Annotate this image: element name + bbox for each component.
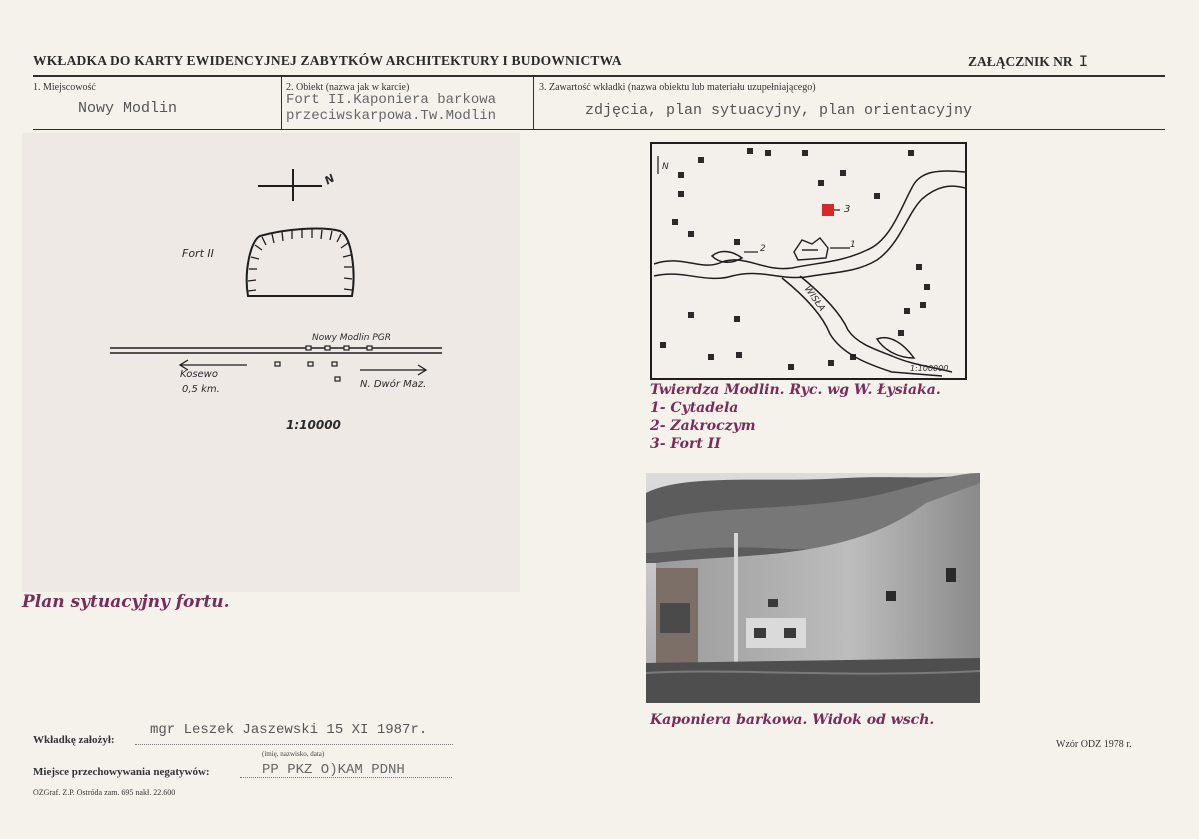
fort-ii-marker — [822, 204, 834, 216]
right-direction: N. Dwór Maz. — [360, 379, 427, 390]
field-2-value-line1: Fort II.Kaponiera barkowa — [286, 92, 497, 108]
header-rule-bottom — [33, 129, 1165, 130]
map-scale: 1:100000 — [910, 364, 949, 373]
fort-markers — [660, 148, 930, 370]
flagpole — [734, 533, 738, 663]
map-legend-3: 3- Fort II — [650, 436, 721, 452]
header-rule-top — [33, 75, 1165, 77]
map-label-2: 2 — [760, 244, 766, 254]
station-label: Nowy Modlin PGR — [312, 333, 391, 343]
map-caption-title: Twierdza Modlin. Ryc. wg W. Łysiaka. — [650, 382, 941, 398]
negatives-storage-label: Miejsce przechowywania negatywów: — [33, 766, 210, 778]
created-by-dotline — [135, 744, 453, 745]
left-distance: 0,5 km. — [182, 384, 220, 395]
map-legend-1: 1- Cytadela — [650, 400, 739, 416]
map-label-1: 1 — [850, 240, 856, 250]
map-north: N — [662, 162, 669, 172]
photo-render — [646, 473, 980, 703]
field-divider-1 — [281, 77, 282, 129]
field-3-label: 3. Zawartość wkładki (nazwa obiektu lub materiału uzupełniającego) — [539, 82, 816, 93]
buildings — [275, 346, 372, 381]
fort-hatching — [248, 229, 352, 291]
ground — [646, 658, 980, 703]
created-by-value: mgr Leszek Jaszewski 15 XI 1987r. — [150, 722, 428, 738]
field-1-label: 1. Miejscowość — [33, 82, 96, 93]
field-divider-2 — [533, 77, 534, 129]
site-plan-card — [22, 133, 520, 592]
model-info: Wzór ODZ 1978 r. — [1056, 739, 1132, 750]
field-2-value-line2: przeciwskarpowa.Tw.Modlin — [286, 108, 497, 124]
river-label: WISŁA — [801, 284, 827, 314]
created-by-hint: (imię, nazwisko, data) — [262, 750, 325, 758]
map-legend-2: 2- Zakroczym — [650, 418, 756, 434]
site-plan-scale: 1:10000 — [286, 418, 341, 432]
orientation-map-drawing — [652, 144, 965, 378]
fort-label: Fort II — [182, 247, 214, 260]
attachment-label-text: ZAŁĄCZNIK NR — [968, 54, 1073, 69]
attachment-number-label — [968, 53, 1088, 71]
field-3-value: zdjęcia, plan sytuacyjny, plan orientacyjny — [585, 102, 973, 119]
created-by-label: Wkładkę założył: — [33, 734, 115, 746]
form-title: WKŁADKA DO KARTY EWIDENCYJNEJ ZABYTKÓW ARCHITEKTURY I BUDOWNICTWA — [33, 53, 622, 68]
leader-lines — [658, 156, 850, 252]
attachment-number: I — [1078, 53, 1089, 71]
negatives-storage-value: PP PKZ O)KAM PDNH — [262, 762, 405, 778]
citadel-outline — [794, 238, 828, 260]
orientation-map — [650, 142, 967, 380]
map-label-3: 3 — [844, 204, 851, 215]
site-plan-north: N — [322, 171, 337, 188]
caponier-photo — [646, 473, 980, 703]
field-1-value: Nowy Modlin — [78, 100, 178, 117]
site-plan-drawing — [22, 133, 520, 592]
site-plan-caption: Plan sytuacyjny fortu. — [22, 592, 230, 612]
field-2-label: 2. Obiekt (nazwa jak w karcie) — [286, 82, 410, 93]
left-direction: Kosewo — [180, 369, 218, 380]
photo-caption: Kaponiera barkowa. Widok od wsch. — [650, 712, 935, 728]
river-banks — [654, 171, 965, 376]
print-info: OZGraf. Z.P. Ostróda zam. 695 nakł. 22.600 — [33, 788, 176, 797]
